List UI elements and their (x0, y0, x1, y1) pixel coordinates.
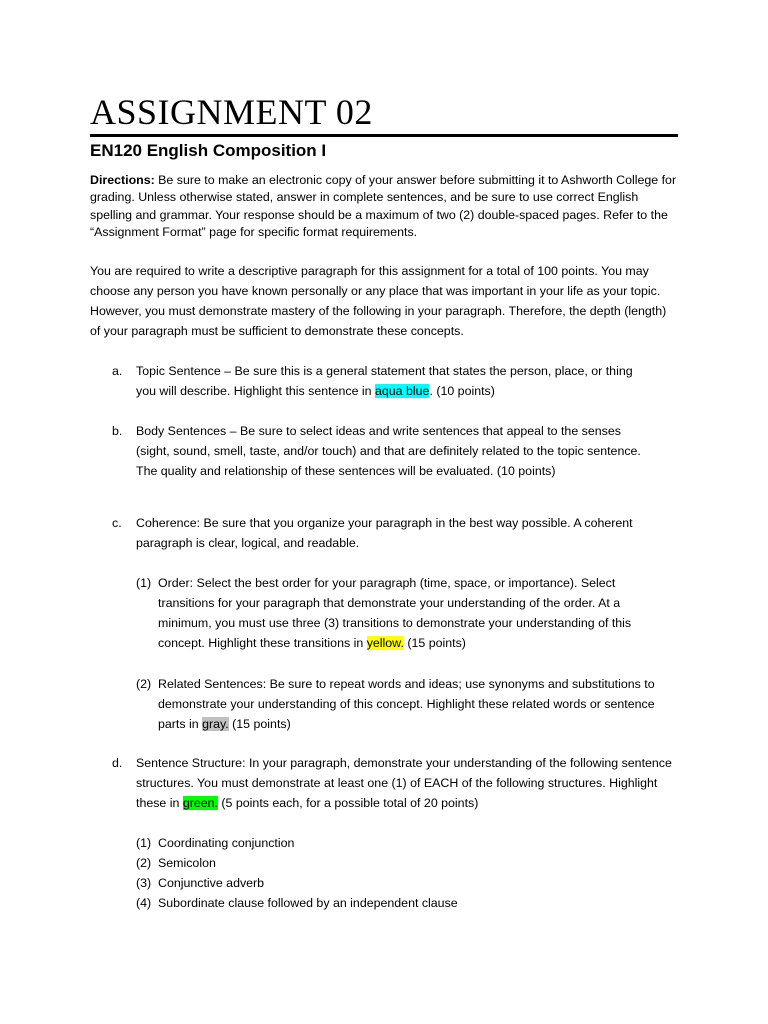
item-c-sub1-text (158, 573, 658, 653)
list-item: Semicolon (158, 856, 216, 870)
list-item: Conjunctive adverb (158, 876, 265, 890)
title-divider (90, 134, 678, 137)
list-item-marker: (2) (136, 856, 152, 870)
directions-paragraph (90, 172, 678, 241)
item-d-text (136, 753, 684, 813)
directions-text: Be sure to make an electronic copy of your answer before submitting it to Ashworth College for grading. Unless otherwise stated, answer in complete sentences, and be sure to use correct English spelling and grammar. Your response should be a maximum of two (2) double-spaced pages. Refer to the “Assignment Format” page for specific format requirements. (90, 173, 677, 239)
item-c-sub2-marker: (2) (136, 677, 152, 691)
list-item-marker: (1) (136, 836, 152, 850)
green-highlight: green. (182, 796, 218, 810)
item-a-before: Topic Sentence – Be sure this is a general statement that states the person, place, or thing you will describe. Highlight this sentence in (136, 364, 633, 398)
item-c-sub2-text (158, 674, 658, 734)
page-title: ASSIGNMENT 02 (90, 92, 373, 132)
gray-highlight: gray. (202, 717, 229, 731)
item-b-text: Body Sentences – Be sure to select ideas and write sentences that appeal to the senses (sight, sound, smell, taste, and/or touch) and that are definitely related to the topic sentence. The quality and relationship of these sentences will be evaluated. (10 points) (136, 424, 641, 478)
aqua-highlight: aqua blue (375, 384, 430, 398)
item-b-marker: b. (112, 424, 123, 438)
list-item: Subordinate clause followed by an independent clause (158, 896, 458, 910)
list-item-marker: (3) (136, 876, 152, 890)
item-d-before: Sentence Structure: In your paragraph, demonstrate your understanding of the following sentence structures. You must demonstrate at least one (1) of EACH of the following structures. Highlight these in (136, 756, 672, 810)
directions-label: Directions: (90, 173, 155, 187)
intro-paragraph: You are required to write a descriptive paragraph for this assignment for a total of 100 points. You may choose any person you have known personally or any place that was important in your life as your topic. However, you must demonstrate mastery of the following in your paragraph. Therefore, the depth (length) of your paragraph must be sufficient to demonstrate these concepts. (90, 264, 667, 338)
course-subtitle: EN120 English Composition I (90, 141, 327, 160)
item-c-sub1-before: Order: Select the best order for your paragraph (time, space, or importance). Select transitions for your paragraph that demonstrate your understanding of the order. At a minimum, you must use three (3) transitions to demonstrate your understanding of this concept. Highlight these transitions in (158, 576, 632, 650)
item-c-sub2-before: Related Sentences: Be sure to repeat words and ideas; use synonyms and substitutions to demonstrate your understanding of this concept. Highlight these related words or sentence parts in (158, 677, 655, 731)
item-d-marker: d. (112, 756, 123, 770)
item-a-marker: a. (112, 364, 123, 378)
item-a-text (136, 361, 656, 401)
item-c-sub2-after: (15 points) (228, 717, 291, 731)
item-a-after: . (10 points) (429, 384, 495, 398)
yellow-highlight: yellow. (366, 636, 404, 650)
item-c-marker: c. (112, 516, 122, 530)
item-c-sub1-after: (15 points) (403, 636, 466, 650)
item-d-after: (5 points each, for a possible total of 20 points) (217, 796, 479, 810)
item-c-sub1-marker: (1) (136, 576, 152, 590)
list-item-marker: (4) (136, 896, 152, 910)
item-c-text: Coherence: Be sure that you organize your paragraph in the best way possible. A coherent paragraph is clear, logical, and readable. (136, 516, 633, 550)
list-item: Coordinating conjunction (158, 836, 295, 850)
